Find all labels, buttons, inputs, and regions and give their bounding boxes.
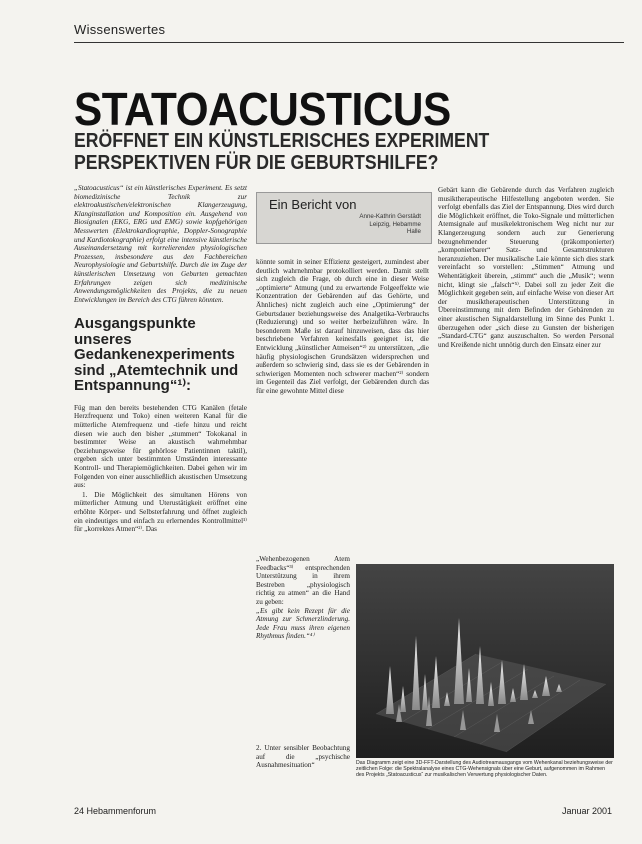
author-line: Anne-Kathrin Gerstädt (359, 213, 421, 220)
column-2-bottom: 2. Unter sensibler Beobachtung auf die „psychische Ausnahmesituation“ (256, 744, 350, 770)
author-line: Halle (406, 228, 421, 235)
spectrogram-figure (356, 564, 614, 758)
body-paragraph: Füg man den bereits bestehenden CTG Kanälen (fetale Herzfrequenz und Toko) einen weiteren Kanal für die mütterliche Atemfrequenz und -tiefe hinzu und reicht diesen wie auch den bisher „stummen“ Tokokanal in bestimmter Weise an akustisch wahrnehmbar (beziehungsweise für gehörlose Patientinnen taktil), ergeben sich unter bestimmten Umständen interessante Kontroll- und Therapiemöglichkeiten. Dabei gehen wir im Folgenden von einer ausschließlich akustischen Umsetzung aus: (74, 403, 247, 490)
column-2 (256, 258, 429, 397)
author-box-title: Ein Bericht von (269, 197, 357, 212)
spectrogram-image (356, 564, 614, 758)
column-3 (438, 186, 614, 350)
article-subtitle (74, 130, 590, 174)
body-paragraph: „Wehenbezogenen Atem Feedbacks“³⁾ entsprechenden Unterstützung in ihrem Bestreben „physiologisch richtig zu atmen“ an die Hand zu geben: (256, 555, 350, 606)
author-box (256, 192, 432, 244)
lead-paragraph: „Statoacusticus“ ist ein künstlerisches Experiment. Es setzt biomedizinische Technik zur elektroakustischen/elektronischen Klangerzeugung, Klanginstallation und Komposition ein. Ausgehend von Biosignalen (EKG, ERG und EMG) sowie kopfgehörigen Messwerten (Elektrokardiographie, Doppler-Sonographie und Kardiotokographie) erfolgt eine intensive künstlerische Auseinandersetzung mit korrelierenden physiologischen Prozessen, insbesondere aus den Fachbereichen Neurophysiologie und Geburtshilfe. Durch die im Zuge der künstlerischen Umsetzung von Geburten gemachten Erfahrungen zeigen sich medizinische Anwendungsmöglichkeiten des Projekts, die zu neuen Entwicklungen im Bereich des CTG führen könnten. (74, 184, 247, 304)
column-2-narrow (256, 555, 350, 641)
column-1 (74, 184, 247, 535)
quote-paragraph: „Es gibt kein Rezept für die Atmung zur Schmerzlinderung. Jede Frau muss ihren eigenen Rhythmus finden.“⁴⁾ (256, 606, 350, 641)
header-rule (74, 42, 624, 43)
body-paragraph: 1. Die Möglichkeit des simultanen Hörens von mütterlicher Atmung und Uterustätigkeit eröffnet eine erhöhte Körper- und Selbsterfahrung und öffnet zugleich ein eindeutiges und einfach zu erlernendes Kontrollmittel¹⁾ für „korrektes Atmen“²⁾. Das (74, 490, 247, 534)
footer-page-info: 24 Hebammenforum (74, 806, 157, 816)
subtitle-line-1: ERÖFFNET EIN KÜNSTLERISCHES EXPERIMENT (74, 129, 490, 152)
body-paragraph: Gebärt kann die Gebärende durch das Verfahren zugleich musiktherapeutische Hilfestellung angeboten werden. Sie verfolgt ebenfalls das Ziel der Entspannung. Dies wird durch die Möglichkeit eröffnet, die Toko-Signale und mütterlichen Atemsignale auf musikelektronischem Weg nicht nur zur Klangerzeugung sondern auch zur Generierung bezugnehmender Steuerung (präkomponierter) „komponierbarer“ Satz- und Gesamtstrukturen heranzuziehen. Der musikalische Laie könnte sich dies stark vereinfacht so vorstellen: „Stimmen“ Atmung und Wehentätigkeit überein, „stimmt“ auch die „Musik“; wenn nicht, klingt sie „falsch“⁵⁾. Dabei soll zu jeder Zeit die Möglichkeit gegeben sein, auf einfache Weise von dieser Art der musiktherapeutischen Unterstützung in Übereinstimmung mit dem Befinden der Gebärenden zu einer akustischen Signaldarstellung im Sinne des Punkt 1. überzugehen oder „sich diese zu Gunsten der bisherigen „Standard-CTG“ ganz auszuschalten. So werden Personal und Kreißende nicht unnötig durch den Einsatz einer zur (438, 186, 614, 349)
body-paragraph: könnte somit in seiner Effizienz gesteigert, zumindest aber deutlich wahrnehmbar protokolliert werden. Damit stellt sich zugleich die Frage, ob durch eine in dieser Weise „optimierte“ Atmung (und zu erwartende Folgeeffekte wie Konzentration der Gebärenden auf das Gehörte, und Ähnliches) nicht zugleich auch eine „Optimierung“ der Geburtsdauer beziehungsweise des Analgetika-Verbrauchs (Reduzierung) und so weiter herbeizuführen wäre. In besonderem Maße ist darauf hinzuweisen, dass das hier beschriebene Verfahren keinesfalls geeignet ist, die Entwicklung „künstlicher Atmeisen“²⁾ zu unterstützen, „die häufig physiologischen Grundsätzen widersprechen und außerdem so schwierig sind, dass sie es der Gebärenden in schwierigen Momenten noch schwerer machen“²⁾ sondern im Gegenteil das Ziel verfolgt, der Gebärenden durch das für eine gewohnte Mittel diese (256, 258, 429, 395)
section-label: Wissenswertes (74, 22, 166, 37)
section-heading: Ausgangspunkte unseres Gedankenexperiments sind „Atemtechnik und Entspannung“¹⁾: (74, 315, 239, 395)
footer-date: Januar 2001 (561, 806, 612, 816)
author-line: Leipzig, Hebamme (369, 220, 421, 228)
author-box-lines (359, 213, 421, 236)
subtitle-line-2: PERSPEKTIVEN FÜR DIE GEBURTSHILFE? (74, 151, 439, 174)
article-title: STATOACUSTICUS (74, 83, 451, 135)
figure-caption: Das Diagramm zeigt eine 3D-FFT-Darstellung des Audiotreamausgangs vom Wehenkanal beziehungsweise der zeitlichen Folge: die Spektralanalyse eines CTG-Wehensignals über eine Geburt, aufgenommen im Rahmen des Projekts „Statoacusticus“ zur musikalischen Verwertung physiologischer Daten. (356, 760, 613, 779)
